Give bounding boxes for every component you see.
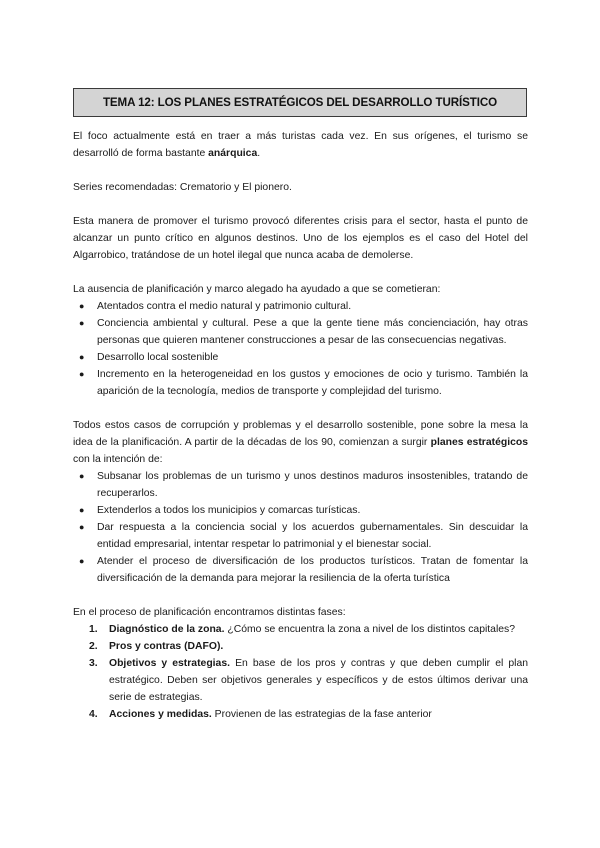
list-item <box>73 298 528 315</box>
planning-text: Todos estos casos de corrupción y problemas y el desarrollo sostenible, pone sobre la mesa la idea de la planificación. A partir de la décadas de los 90, comienzan a surgir <box>73 420 528 448</box>
intro-paragraph <box>73 128 528 162</box>
intro-text: El foco actualmente está en traer a más turistas cada vez. En sus orígenes, el turismo se desarrolló de forma bastante <box>73 131 528 159</box>
bullet-icon: ● <box>79 471 85 481</box>
series-paragraph: Series recomendadas: Crematorio y El pionero. <box>73 182 292 193</box>
title-box <box>73 88 527 117</box>
bullet-icon: ● <box>79 556 85 566</box>
step-title: Acciones y medidas. <box>109 709 212 720</box>
step-title: Diagnóstico de la zona. <box>109 624 225 635</box>
consequences-list <box>73 298 528 400</box>
list-item <box>73 502 528 519</box>
list-item <box>73 706 528 723</box>
list-item-text: Extenderlos a todos los municipios y comarcas turísticas. <box>97 505 361 516</box>
intentions-list <box>73 468 528 587</box>
crisis-paragraph: Esta manera de promover el turismo provocó diferentes crisis para el sector, hasta el punto de alcanzar un punto crítico en algunos destinos. Uno de los ejemplos es el caso del Hotel del Algarrobico, tratándose de un hotel ilegal que nunca acaba de demolerse. <box>73 216 528 261</box>
bullet-icon: ● <box>79 522 85 532</box>
list-item <box>73 366 528 400</box>
document-body <box>73 128 528 723</box>
intro-end: . <box>257 148 261 159</box>
planning-bold: planes estratégicos <box>430 437 528 448</box>
phases-list <box>73 621 528 723</box>
list-item <box>73 655 528 706</box>
bullet-icon: ● <box>79 318 85 328</box>
list-item <box>73 553 528 587</box>
bullet-icon: ● <box>79 369 85 379</box>
step-text: En base de los pros y contras y que deben cumplir el plan estratégico. Deben ser objetivos generales y específicos y de estos últimos derivar una serie de estrategias. <box>109 658 528 703</box>
intro-bold: anárquica <box>208 148 258 159</box>
list-item <box>73 638 528 655</box>
step-number: 1. <box>89 624 98 635</box>
list-item <box>73 468 528 502</box>
absence-paragraph: La ausencia de planificación y marco alegado ha ayudado a que se cometieran: <box>73 284 441 295</box>
bullet-icon: ● <box>79 352 85 362</box>
step-text: ¿Cómo se encuentra la zona a nivel de los distintos capitales? <box>224 624 516 635</box>
step-text: Provienen de las estrategias de la fase anterior <box>211 709 432 720</box>
step-number: 4. <box>89 709 98 720</box>
step-title: Objetivos y estrategias. <box>109 658 231 669</box>
list-item-text: Atender el proceso de diversificación de los productos turísticos. Tratan de fomentar la diversificación de la demanda para mejorar la resiliencia de la oferta turística <box>97 556 528 584</box>
list-item-text: Atentados contra el medio natural y patrimonio cultural. <box>97 301 352 312</box>
bullet-icon: ● <box>79 301 85 311</box>
list-item <box>73 519 528 553</box>
list-item-text: Incremento en la heterogeneidad en los gustos y emociones de ocio y turismo. También la aparición de la tecnología, medios de transporte y complejidad del turismo. <box>97 369 528 397</box>
step-number: 2. <box>89 641 98 652</box>
planning-end: con la intención de: <box>73 454 163 465</box>
list-item-text: Conciencia ambiental y cultural. Pese a que la gente tiene más concienciación, hay otras personas que quieren mantener construcciones a pesar de las consecuencias negativas. <box>97 318 528 346</box>
step-number: 3. <box>89 658 98 669</box>
page-title: TEMA 12: LOS PLANES ESTRATÉGICOS DEL DESARROLLO TURÍSTICO <box>102 96 498 109</box>
phases-paragraph: En el proceso de planificación encontramos distintas fases: <box>73 607 346 618</box>
planning-paragraph <box>73 417 528 468</box>
list-item-text: Subsanar los problemas de un turismo y unos destinos maduros insostenibles, tratando de recuperarlos. <box>97 471 528 499</box>
list-item <box>73 621 528 638</box>
step-title: Pros y contras (DAFO). <box>109 641 224 652</box>
list-item <box>73 349 528 366</box>
bullet-icon: ● <box>79 505 85 515</box>
list-item-text: Desarrollo local sostenible <box>97 352 219 363</box>
list-item-text: Dar respuesta a la conciencia social y los acuerdos gubernamentales. Sin descuidar la entidad empresarial, intentar respetar lo patrimonial y el bienestar social. <box>97 522 528 550</box>
list-item <box>73 315 528 349</box>
